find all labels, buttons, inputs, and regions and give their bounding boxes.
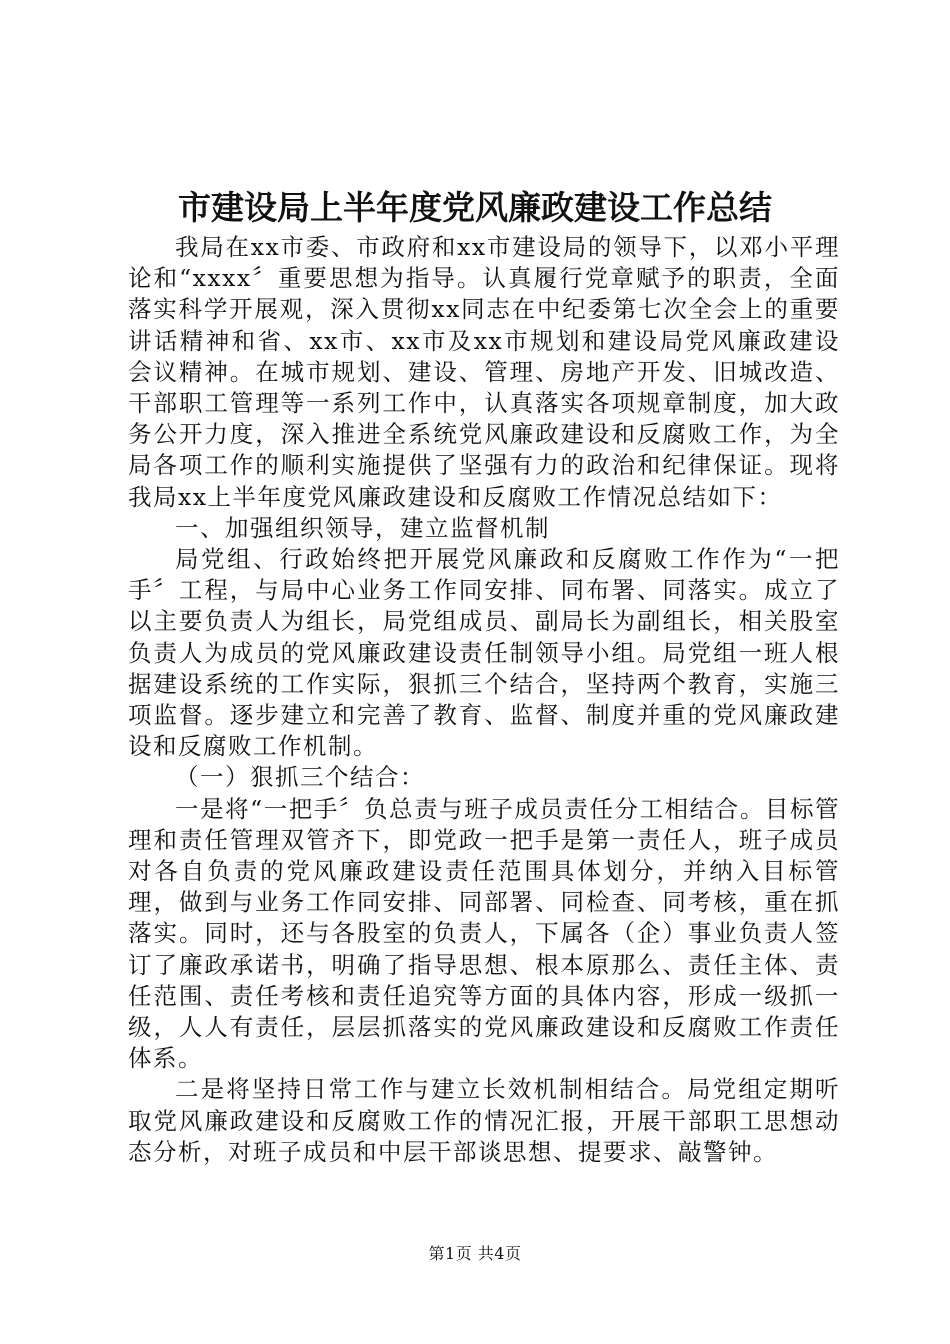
document-title: 市建设局上半年度党风廉政建设工作总结 <box>178 188 772 227</box>
paragraph-intro: 我局在xx市委、市政府和xx市建设局的领导下，以邓小平理论和“xxxx〞重要思想为指导。认真履行党章赋予的职责，全面落实科学开展观，深入贯彻xx同志在中纪委第七次全会上的重要讲话精神和省、xx市、xx市及xx市规划和建设局党风廉政建设会议精神。在城市规划、建设、管理、房地产开发、旧城改造、干部职工管理等一系列工作中，认真落实各项规章制度，加大政务公开力度，深入推进全系统党风廉政建设和反腐败工作，为全局各项工作的顺利实施提供了坚强有力的政治和纪律保证。现将我局xx上半年度党风廉政建设和反腐败工作情况总结如下： <box>128 233 840 511</box>
paragraph-point-2: 二是将坚持日常工作与建立长效机制相结合。局党组定期听取党风廉政建设和反腐败工作的情况汇报，开展干部职工思想动态分析，对班子成员和中层干部谈思想、提要求、敲警钟。 <box>128 1075 840 1166</box>
page-number: 第1页 共4页 <box>428 1244 522 1263</box>
section-heading-1: 一、加强组织领导，建立监督机制 <box>175 513 550 542</box>
paragraph-section-1: 局党组、行政始终把开展党风廉政和反腐败工作作为“一把手〞工程，与局中心业务工作同安排、同布署、同落实。成立了以主要负责人为组长，局党组成员、副局长为副组长，相关股室负责人为成员的党风廉政建设责任制领导小组。局党组一班人根据建设系统的工作实际，狠抓三个结合，坚持两个教育，实施三项监督。逐步建立和完善了教育、监督、制度并重的党风廉政建设和反腐败工作机制。 <box>128 545 840 761</box>
document-body <box>128 232 840 1168</box>
subsection-heading-1: （一）狠抓三个结合： <box>175 763 425 792</box>
paragraph-point-1: 一是将“一把手〞负总责与班子成员责任分工相结合。目标管理和责任管理双管齐下，即党政一把手是第一责任人，班子成员对各自负责的党风廉政建设责任范围具体划分，并纳入目标管理，做到与业务工作同安排、同部署、同检查、同考核，重在抓落实。同时，还与各股室的负责人，下属各（企）事业负责人签订了廉政承诺书，明确了指导思想、根本原那么、责任主体、责任范围、责任考核和责任追究等方面的具体内容，形成一级抓一级，人人有责任，层层抓落实的党风廉政建设和反腐败工作责任体系。 <box>128 794 840 1073</box>
